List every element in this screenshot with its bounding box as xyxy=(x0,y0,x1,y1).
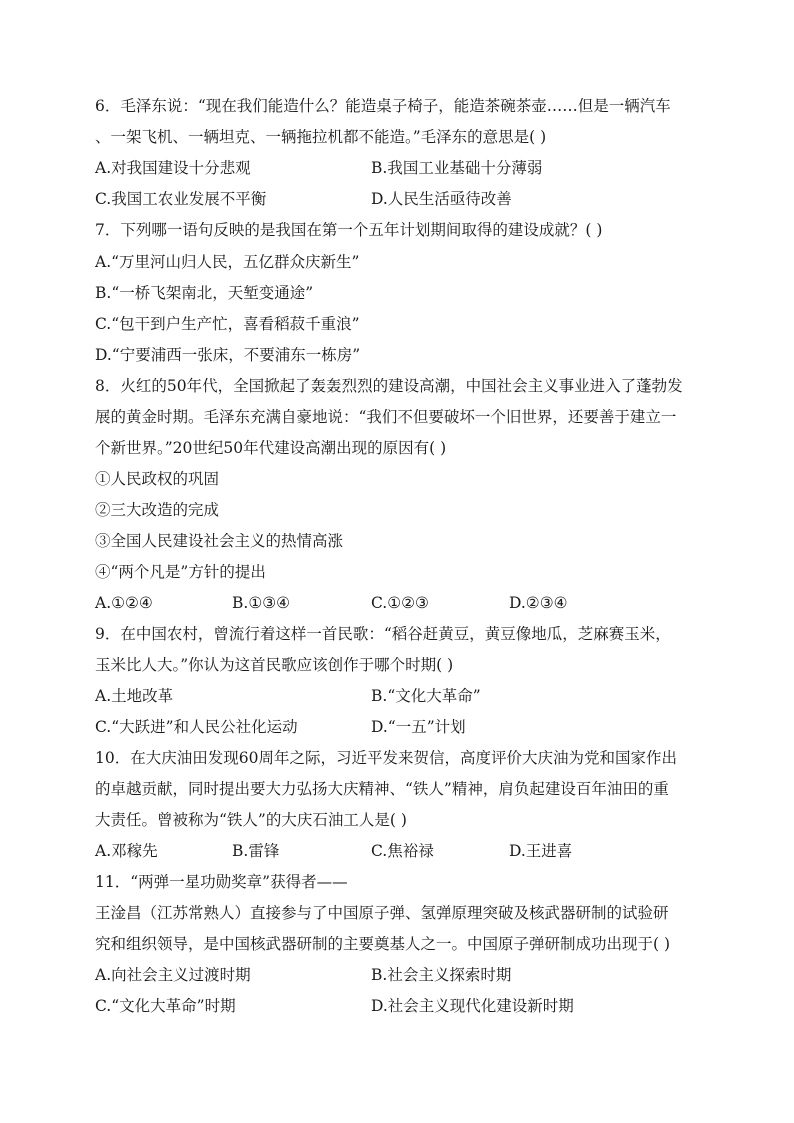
q9-option-c: C.“大跃进”和人民公社化运动 xyxy=(95,718,298,736)
q10-option-b: B.雷锋 xyxy=(232,842,280,860)
q8-stem-line2: 展的黄金时期。毛泽东充满自豪地说：“我们不但要破坏一个旧世界，还要善于建立一 xyxy=(95,408,677,426)
q7-option-a: A.“万里河山归人民，五亿群众庆新生” xyxy=(95,253,360,271)
q11-option-b: B.社会主义探索时期 xyxy=(371,966,512,984)
q8-option-d: D.②③④ xyxy=(509,594,568,612)
q11-stem-line2: 王淦昌（江苏常熟人）直接参与了中国原子弹、氢弹原理突破及核武器研制的试验研 xyxy=(95,904,669,922)
q9-option-b: B.“文化大革命” xyxy=(371,687,481,705)
q11-options-row1 xyxy=(95,965,715,985)
q7-option-b: B.“一桥飞架南北，天堑变通途” xyxy=(95,284,314,302)
q10-stem-line2: 的卓越贡献，同时提出要大力弘扬大庆精神、“铁人”精神，肩负起建设百年油田的重 xyxy=(95,780,669,798)
q8-item-4: ④“两个凡是”方针的提出 xyxy=(95,563,266,581)
q7-stem: 7．下列哪一语句反映的是我国在第一个五年计划期间取得的建设成就？( ) xyxy=(95,221,603,239)
q11-option-a: A.向社会主义过渡时期 xyxy=(95,966,251,984)
q8-item-1: ①人民政权的巩固 xyxy=(95,470,220,488)
q11-stem-line3: 究和组织领导，是中国核武器研制的主要奠基人之一。中国原子弹研制成功出现于( ) xyxy=(95,935,671,953)
q8-option-b: B.①③④ xyxy=(232,594,291,612)
q6-option-d: D.人民生活亟待改善 xyxy=(371,190,512,208)
q6-option-c: C.我国工农业发展不平衡 xyxy=(95,190,267,208)
q11-option-c: C.“文化大革命”时期 xyxy=(95,997,236,1015)
q6-stem-line1: 6．毛泽东说：“现在我们能造什么？能造桌子椅子，能造茶碗茶壶……但是一辆汽车 xyxy=(95,97,671,115)
q7-option-d: D.“宁要浦西一张床，不要浦东一栋房” xyxy=(95,346,361,364)
q9-stem-line2: 玉米比人大。”你认为这首民歌应该创作于哪个时期( ) xyxy=(95,656,454,674)
q9-stem-line1: 9．在中国农村，曾流行着这样一首民歌：“稻谷赶黄豆，黄豆像地瓜，芝麻赛玉米， xyxy=(95,625,671,643)
q6-options-row1 xyxy=(95,158,715,178)
q10-stem-line1: 10．在大庆油田发现60周年之际，习近平发来贺信，高度评价大庆油为党和国家作出 xyxy=(95,749,677,767)
q8-option-c: C.①②③ xyxy=(371,594,429,612)
q6-option-a: A.对我国建设十分悲观 xyxy=(95,159,251,177)
q7-option-c: C.“包干到户生产忙，喜看稻菽千重浪” xyxy=(95,315,360,333)
q10-stem-line3: 大责任。曾被称为“铁人”的大庆石油工人是( ) xyxy=(95,811,407,829)
q11-stem-line1: 11．“两弹一星功勋奖章”获得者—— xyxy=(95,873,348,891)
q8-option-a: A.①②④ xyxy=(95,594,153,612)
q9-option-a: A.土地改革 xyxy=(95,687,174,705)
q8-item-3: ③全国人民建设社会主义的热情高涨 xyxy=(95,532,344,550)
q6-options-row2 xyxy=(95,189,715,209)
q8-stem-line1: 8．火红的50年代，全国掀起了轰轰烈烈的建设高潮，中国社会主义事业进入了蓬勃发 xyxy=(95,377,683,395)
q8-options-row xyxy=(95,593,715,613)
q10-option-c: C.焦裕禄 xyxy=(371,842,434,860)
q6-option-b: B.我国工业基础十分薄弱 xyxy=(371,159,543,177)
q10-options-row xyxy=(95,841,715,861)
q6-stem-line2: 、一架飞机、一辆坦克、一辆拖拉机都不能造。”毛泽东的意思是( ) xyxy=(95,128,547,146)
q8-item-2: ②三大改造的完成 xyxy=(95,501,220,519)
q10-option-d: D.王进喜 xyxy=(509,842,573,860)
q8-stem-line3: 个新世界。”20世纪50年代建设高潮出现的原因有( ) xyxy=(95,439,447,457)
q10-option-a: A.邓稼先 xyxy=(95,842,158,860)
q9-options-row1 xyxy=(95,686,715,706)
q11-option-d: D.社会主义现代化建设新时期 xyxy=(371,997,574,1015)
q11-options-row2 xyxy=(95,996,715,1016)
q9-options-row2 xyxy=(95,717,715,737)
q9-option-d: D.“一五”计划 xyxy=(371,718,466,736)
